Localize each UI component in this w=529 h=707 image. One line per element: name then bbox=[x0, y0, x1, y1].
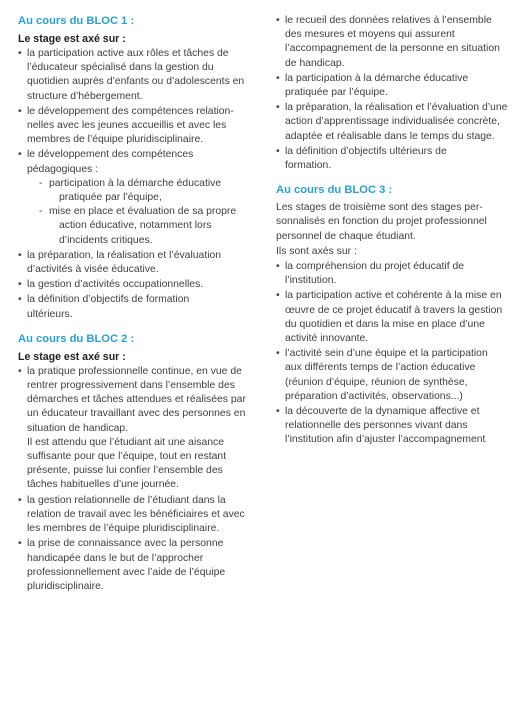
list-item bbox=[18, 293, 254, 321]
line: nelles avec les jeunes accueillis et avec les bbox=[27, 120, 227, 132]
left-column bbox=[18, 14, 254, 595]
line: action éducative, notamment lors bbox=[59, 220, 212, 232]
line: relationnelle des personnes vivant dans bbox=[285, 420, 468, 432]
line: le développement des compétences bbox=[27, 149, 194, 161]
line: le développement des compétences relation- bbox=[27, 105, 234, 117]
line: la définition d’objectifs de formation bbox=[27, 294, 190, 306]
line: pédagogiques : bbox=[27, 163, 99, 175]
list-item bbox=[276, 260, 512, 288]
line: la participation à la démarche éducative bbox=[285, 72, 469, 84]
list-item bbox=[276, 145, 512, 173]
line: démarches et tâches attendues et réalisées par bbox=[27, 394, 246, 406]
line: la participation active et cohérente à la mise en bbox=[285, 290, 502, 302]
bloc3-section bbox=[276, 183, 512, 447]
line: le recueil des données relatives à l’ensemble bbox=[285, 15, 492, 26]
line: la découverte de la dynamique affective et bbox=[285, 406, 480, 418]
line: un éducateur travaillant avec des personnes en bbox=[27, 408, 246, 420]
line: pluridisciplinaire. bbox=[27, 580, 104, 592]
line: relation de travail avec les bénéficiaires et avec bbox=[27, 508, 245, 520]
bloc3-subheading: Ils sont axés sur : bbox=[276, 245, 357, 257]
dash-item bbox=[39, 205, 254, 248]
dash-item bbox=[39, 177, 254, 205]
line: la préparation, la réalisation et l’évaluation d’une bbox=[285, 102, 508, 114]
list-item bbox=[18, 105, 254, 148]
line: structure d’hébergement. bbox=[27, 90, 143, 102]
line: sonnalisés en fonction du projet professionnel bbox=[276, 216, 487, 228]
line: les membres de l’équipe pluridisciplinaire. bbox=[27, 523, 220, 535]
line: l’activité sein d’une équipe et la participation bbox=[285, 348, 488, 360]
line: la préparation, la réalisation et l’évaluation bbox=[27, 249, 222, 261]
line: la prise de connaissance avec la personne bbox=[27, 538, 224, 550]
line: présente, puisse lui confier l’ensemble des bbox=[27, 465, 223, 477]
line: la définition d’objectifs ultérieurs de bbox=[285, 145, 447, 157]
line: tâches habituelles d’une journée. bbox=[27, 479, 179, 491]
bloc3-list bbox=[276, 260, 512, 448]
line: situation de handicap. bbox=[27, 422, 129, 434]
bloc3-heading: Au cours du BLOC 3 : bbox=[276, 184, 393, 197]
right-column bbox=[276, 14, 512, 449]
line: membres de l’équipe pluridisciplinaire. bbox=[27, 134, 204, 146]
line: l’institution. bbox=[285, 275, 337, 287]
line: Il est attendu que l’étudiant ait une aisance bbox=[27, 436, 224, 448]
bloc2-continued-list bbox=[276, 14, 512, 173]
line: du quotidien et dans la mise en place d’une bbox=[285, 318, 485, 330]
line: suffisante pour que l’équipe, tout en restant bbox=[27, 451, 227, 463]
list-item bbox=[18, 249, 254, 277]
line: l’accompagnement de la personne en situation bbox=[285, 43, 500, 55]
line: handicapée dans le but de l’approcher bbox=[27, 552, 204, 564]
line: la participation active aux rôles et tâches de bbox=[27, 48, 229, 59]
line: la gestion relationnelle de l’étudiant dans la bbox=[27, 494, 226, 506]
line: pratiquée par l’équipe, bbox=[59, 192, 162, 204]
line: de handicap. bbox=[285, 57, 345, 69]
line: personnel de chaque étudiant. bbox=[276, 230, 416, 242]
list-item bbox=[276, 405, 512, 448]
line: rentrer progressivement dans l’ensemble des bbox=[27, 380, 235, 392]
line: ultérieurs. bbox=[27, 308, 73, 320]
line: d’activités à visée éducative. bbox=[27, 264, 159, 276]
line: d’incidents critiques. bbox=[59, 234, 153, 246]
line: action d’apprentissage individualisée concrète, bbox=[285, 116, 500, 128]
line: (réunion d’équipe, réunion de synthèse, bbox=[285, 376, 468, 388]
bloc1-heading: Au cours du BLOC 1 : bbox=[18, 15, 135, 27]
bloc1-subheading: Le stage est axé sur : bbox=[18, 33, 126, 45]
list-item bbox=[276, 347, 512, 404]
bloc1-section bbox=[18, 14, 254, 322]
line: activité innovante. bbox=[285, 333, 369, 345]
list-item bbox=[276, 289, 512, 346]
bloc2-list bbox=[18, 365, 254, 594]
line: aux différents temps de l’action éducative bbox=[285, 362, 476, 374]
line: adaptée et réalisable dans le temps du stage. bbox=[285, 130, 495, 142]
list-item bbox=[18, 148, 254, 247]
line: l’institution afin d’ajuster l’accompagnement bbox=[285, 434, 486, 446]
bloc2-heading: Au cours du BLOC 2 : bbox=[18, 332, 135, 345]
line: l’éducateur spécialisé dans la gestion du bbox=[27, 62, 214, 74]
list-item bbox=[276, 72, 512, 100]
bloc1-list bbox=[18, 47, 254, 322]
line: préparation d’activités, observations...) bbox=[285, 390, 463, 402]
list-item bbox=[276, 101, 512, 144]
list-item bbox=[18, 537, 254, 594]
line: quotidien auprès d’enfants ou d’adolescents en bbox=[27, 76, 245, 88]
bloc2-section bbox=[18, 332, 254, 594]
line: pratiquée par l’équipe. bbox=[285, 87, 388, 99]
list-item bbox=[18, 278, 254, 292]
list-item bbox=[18, 494, 254, 537]
line: la compréhension du projet éducatif de bbox=[285, 261, 465, 273]
line: participation à la démarche éducative bbox=[49, 177, 222, 189]
list-item bbox=[276, 14, 512, 71]
line: œuvre de ce projet éducatif à travers la gestion bbox=[285, 304, 503, 316]
list-item bbox=[18, 365, 254, 493]
line: la gestion d’activités occupationnelles. bbox=[27, 279, 204, 291]
line: professionnellement avec l’aide de l’équipe bbox=[27, 566, 226, 578]
line: des mesures et moyens qui assurent bbox=[285, 29, 455, 41]
dash-list bbox=[39, 177, 254, 248]
line: Les stages de troisième sont des stages per- bbox=[276, 202, 483, 214]
line: formation. bbox=[285, 160, 332, 172]
bloc2-subheading: Le stage est axé sur : bbox=[18, 350, 126, 363]
line: mise en place et évaluation de sa propre bbox=[49, 206, 237, 218]
list-item bbox=[18, 47, 254, 104]
bloc3-intro bbox=[276, 201, 512, 244]
line: la pratique professionnelle continue, en vue de bbox=[27, 365, 242, 377]
